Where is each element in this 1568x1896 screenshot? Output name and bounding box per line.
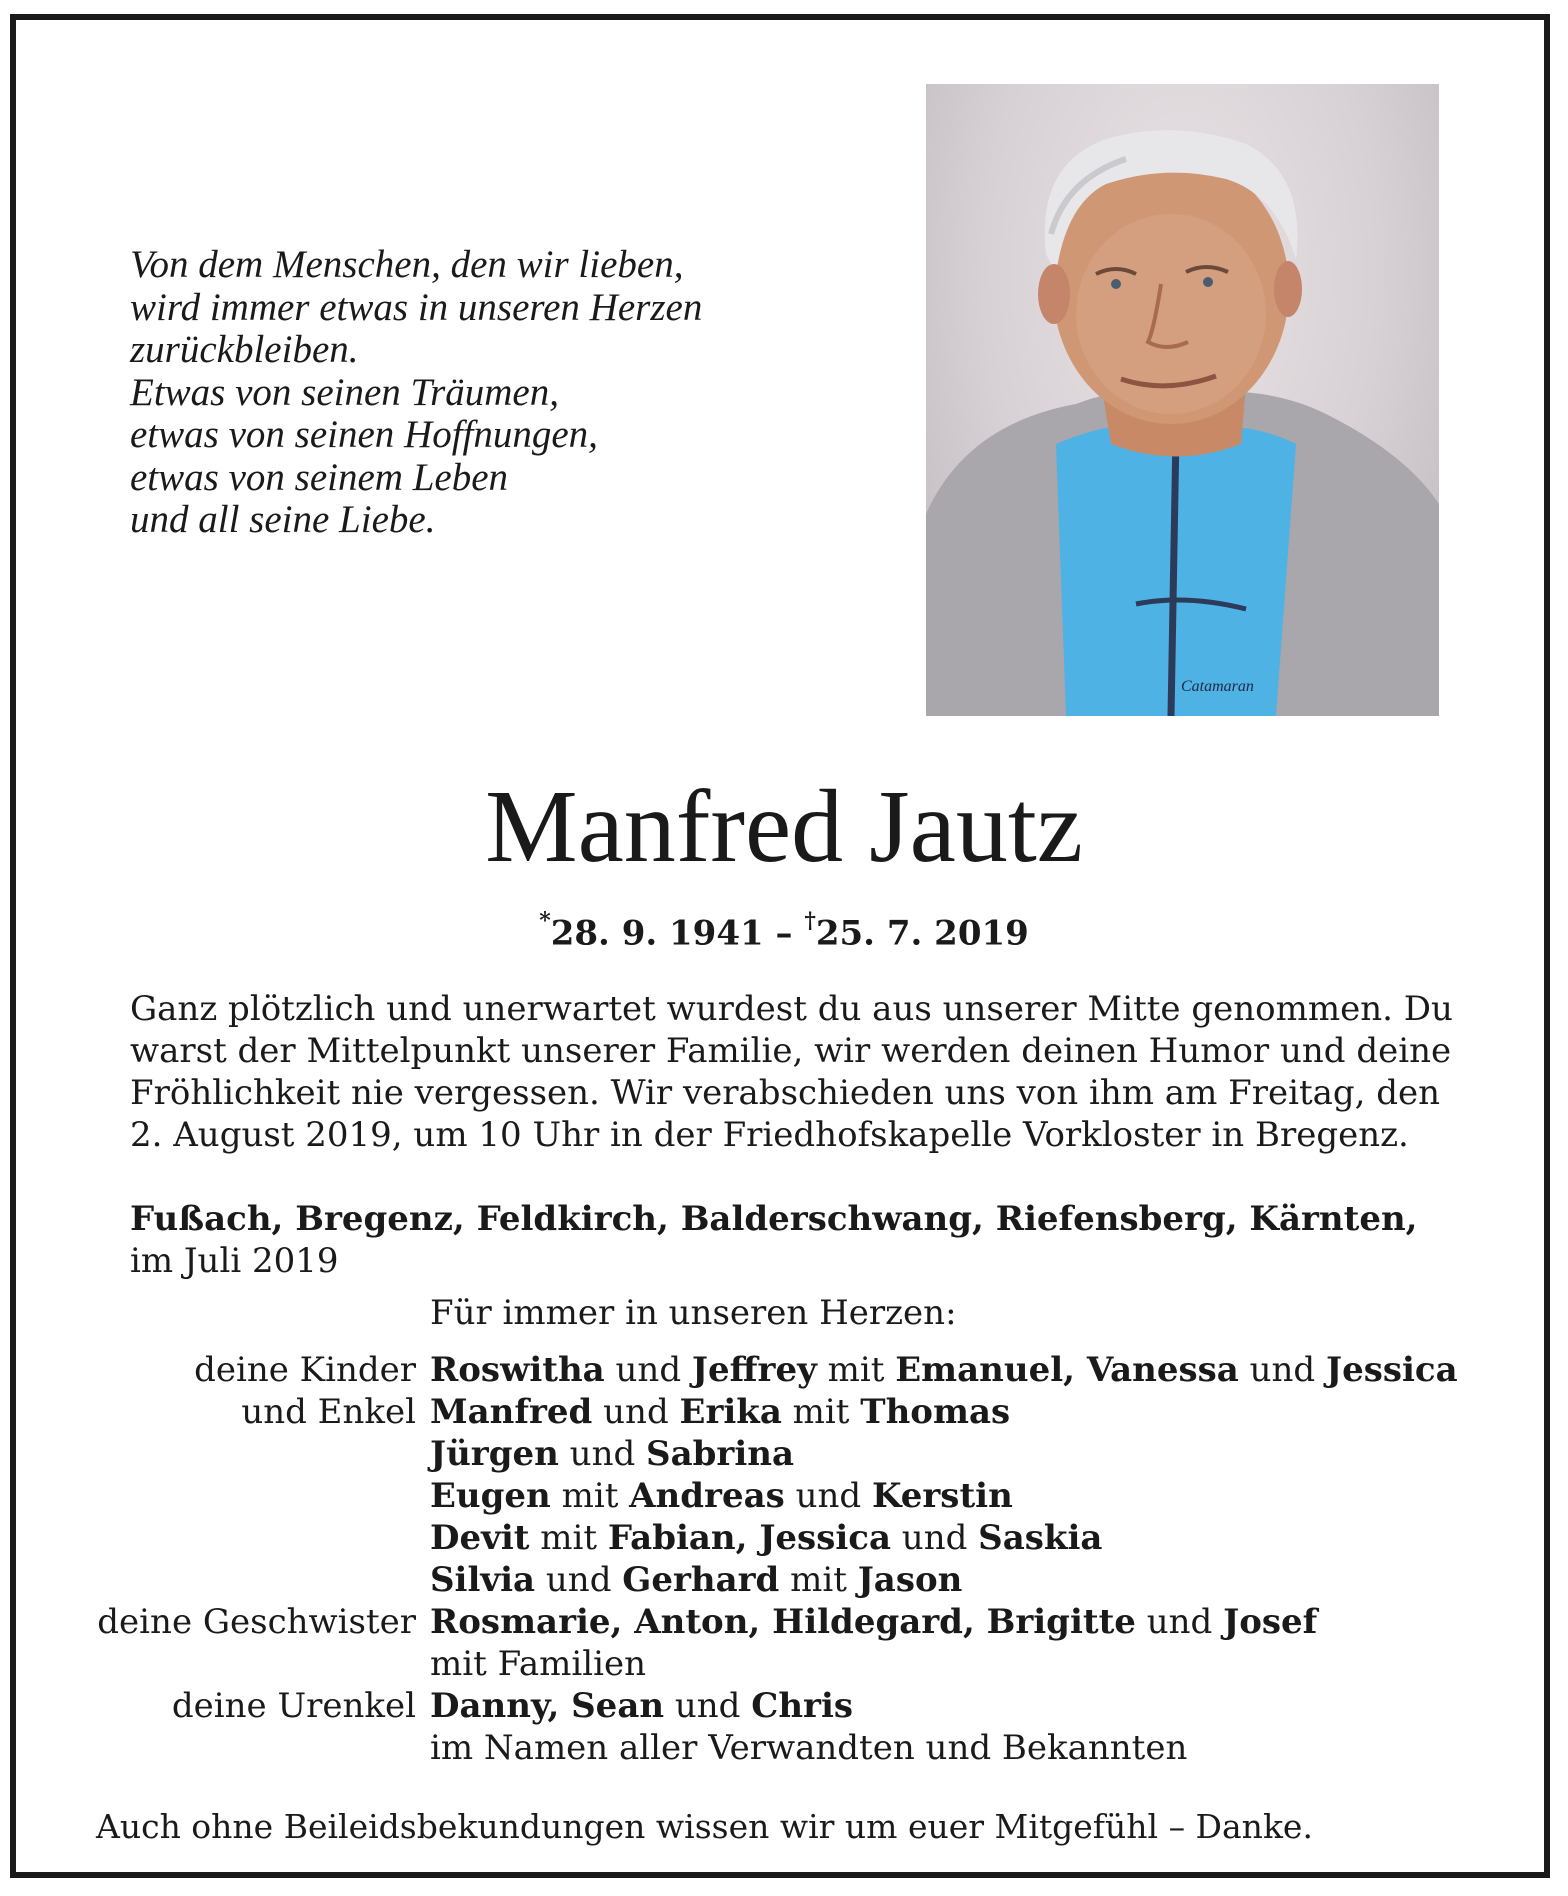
text-line: warst der Mittelpunkt unserer Familie, wir werden deinen Humor und deine (130, 1031, 1452, 1071)
family-name: Thomas (860, 1392, 1011, 1432)
family-name: Fabian, Jessica (607, 1518, 891, 1558)
poem-line: Etwas von seinen Träumen, (130, 370, 559, 414)
great-grandchildren-label: deine Urenkel (171, 1686, 416, 1726)
family-name: Andreas (629, 1476, 785, 1516)
poem-line: zurückbleiben. (130, 328, 359, 371)
birth-date: 28. 9. 1941 (550, 913, 764, 954)
death-date: 25. 7. 2019 (815, 913, 1029, 954)
children-label: deine Kinder (194, 1350, 416, 1390)
forever-heading: Für immer in unseren Herzen: (430, 1293, 957, 1333)
connector: mit (779, 1560, 858, 1600)
family-name: Jeffrey (691, 1350, 817, 1390)
connector: und (592, 1392, 680, 1432)
text-line: 2. August 2019, um 10 Uhr in der Friedhofskapelle Vorkloster in Bregenz. (130, 1115, 1409, 1155)
poem-line: und all seine Liebe. (130, 498, 436, 541)
with-families: mit Familien (430, 1644, 647, 1684)
text-line: Fröhlichkeit nie vergessen. Wir verabschieden uns von ihm am Freitag, den (130, 1073, 1441, 1113)
memorial-poem (130, 244, 780, 542)
family-list (0, 1349, 1568, 1769)
connector: und (1135, 1602, 1224, 1642)
on-behalf-line: im Namen aller Verwandten und Bekannten (430, 1728, 1188, 1768)
family-row (0, 1349, 1568, 1391)
family-name: Jason (857, 1560, 963, 1600)
family-name: Devit (430, 1518, 530, 1558)
places-and-date (130, 1198, 1418, 1282)
family-name: Emanuel, Vanessa (895, 1350, 1239, 1390)
connector: und (784, 1476, 872, 1516)
connector: mit (529, 1518, 608, 1558)
connector: mit (781, 1392, 861, 1432)
poem-line: Von dem Menschen, den wir lieben, (130, 243, 684, 286)
family-name: Chris (751, 1686, 854, 1726)
deceased-name: Manfred Jautz (485, 769, 1083, 884)
family-name: Kerstin (871, 1476, 1013, 1516)
siblings-label: deine Geschwister (97, 1602, 416, 1642)
family-name: Eugen (430, 1476, 551, 1516)
connector: und (535, 1560, 623, 1600)
death-symbol: † (804, 908, 816, 934)
portrait-photo (926, 84, 1439, 716)
family-row (0, 1601, 1568, 1643)
connector: und (890, 1518, 979, 1558)
connector: und (558, 1434, 647, 1474)
family-name: Jessica (1325, 1350, 1458, 1390)
family-name: Silvia (430, 1560, 536, 1600)
family-name: Danny, Sean (430, 1686, 665, 1726)
date-dash: – (763, 913, 805, 954)
places-list: Fußach, Bregenz, Feldkirch, Balderschwang, Riefensberg, Kärnten, (130, 1199, 1418, 1239)
family-name: Jürgen (430, 1434, 559, 1474)
family-row (0, 1643, 1568, 1685)
life-dates (0, 903, 1568, 955)
connector: und (1238, 1350, 1326, 1390)
family-name: Sabrina (646, 1434, 794, 1474)
family-name: Rosmarie, Anton, Hildegard, Brigitte (430, 1602, 1136, 1642)
family-row (0, 1685, 1568, 1727)
family-row (0, 1433, 1568, 1475)
family-row (0, 1727, 1568, 1769)
text-line: Ganz plötzlich und unerwartet wurdest du aus unserer Mitte genommen. Du (130, 989, 1453, 1029)
poem-line: etwas von seinem Leben (130, 455, 509, 499)
poem-line: wird immer etwas in unseren Herzen (130, 285, 703, 329)
connector: mit (816, 1350, 896, 1390)
connector: mit (550, 1476, 630, 1516)
birth-symbol: * (539, 908, 551, 934)
family-name: Roswitha (430, 1350, 605, 1390)
family-name: Josef (1223, 1602, 1318, 1642)
family-row (0, 1391, 1568, 1433)
closing-line: Auch ohne Beileidsbekundungen wissen wir um euer Mitgefühl – Danke. (96, 1807, 1313, 1846)
family-row (0, 1559, 1568, 1601)
family-row (0, 1517, 1568, 1559)
family-name: Gerhard (622, 1560, 780, 1600)
poem-line: etwas von seinen Hoffnungen, (130, 413, 598, 456)
family-name: Erika (679, 1392, 782, 1432)
connector: und (604, 1350, 692, 1390)
connector: und (664, 1686, 752, 1726)
announcement-text (130, 988, 1460, 1156)
grandchildren-label: und Enkel (241, 1392, 416, 1432)
family-row (0, 1475, 1568, 1517)
family-name: Manfred (430, 1392, 593, 1432)
family-name: Saskia (978, 1518, 1103, 1558)
shirt-print: Catamaran (1181, 678, 1254, 695)
announcement-date: im Juli 2019 (130, 1241, 339, 1281)
